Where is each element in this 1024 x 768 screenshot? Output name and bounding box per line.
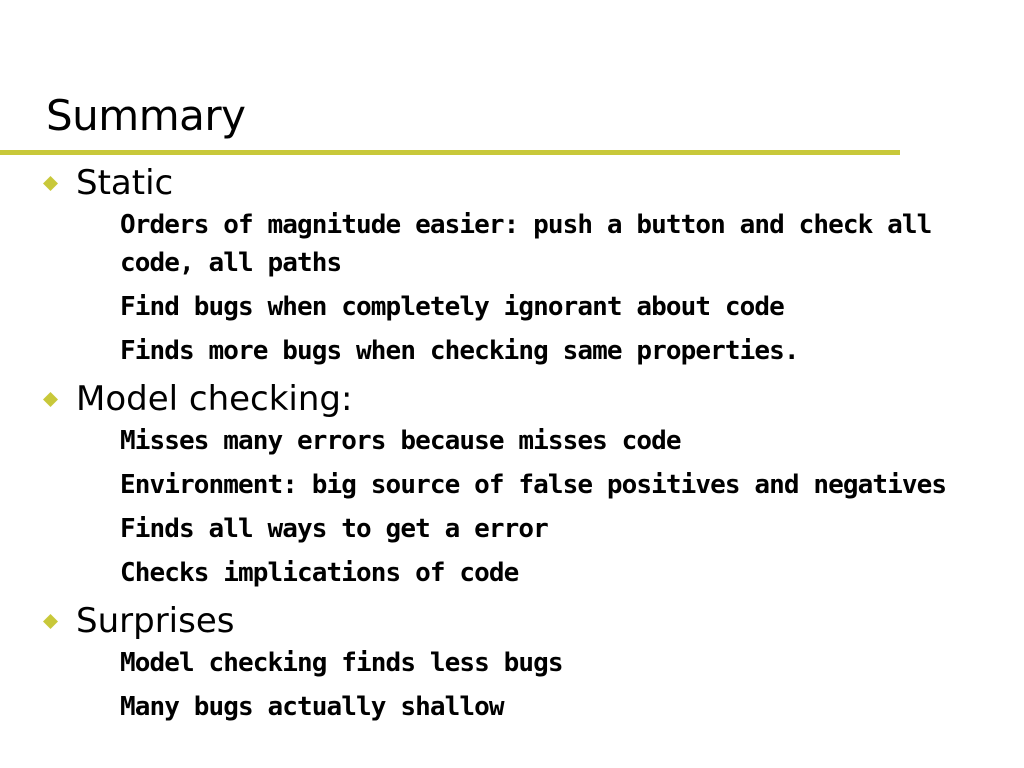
list-item: Finds more bugs when checking same properties. (120, 336, 799, 366)
section-model-checking (0, 376, 1024, 592)
list-item: Checks implications of code (120, 558, 519, 588)
section-surprises (0, 598, 1024, 726)
section-static (0, 160, 1024, 370)
list-item: Find bugs when completely ignorant about code (120, 292, 784, 322)
slide-content (0, 160, 1024, 732)
section-label: Model checking: (76, 379, 353, 419)
sub-list (0, 644, 1024, 726)
list-item: Many bugs actually shallow (120, 692, 504, 722)
section-label: Surprises (76, 601, 235, 641)
section-heading (0, 376, 1024, 422)
diamond-bullet-icon (43, 392, 58, 407)
list-item: Finds all ways to get a error (120, 514, 548, 544)
diamond-bullet-icon (43, 614, 58, 629)
list-item: Environment: big source of false positives and negatives (120, 470, 947, 500)
section-label: Static (76, 163, 174, 203)
sub-list (0, 422, 1024, 592)
section-heading (0, 160, 1024, 206)
page-title: Summary (46, 91, 246, 140)
list-item: Misses many errors because misses code (120, 426, 681, 456)
list-item: Orders of magnitude easier: push a button and check all code, all paths (120, 210, 932, 278)
section-heading (0, 598, 1024, 644)
list-item: Model checking finds less bugs (120, 648, 563, 678)
diamond-bullet-icon (43, 176, 58, 191)
sub-list (0, 206, 1024, 370)
title-divider (0, 150, 900, 155)
